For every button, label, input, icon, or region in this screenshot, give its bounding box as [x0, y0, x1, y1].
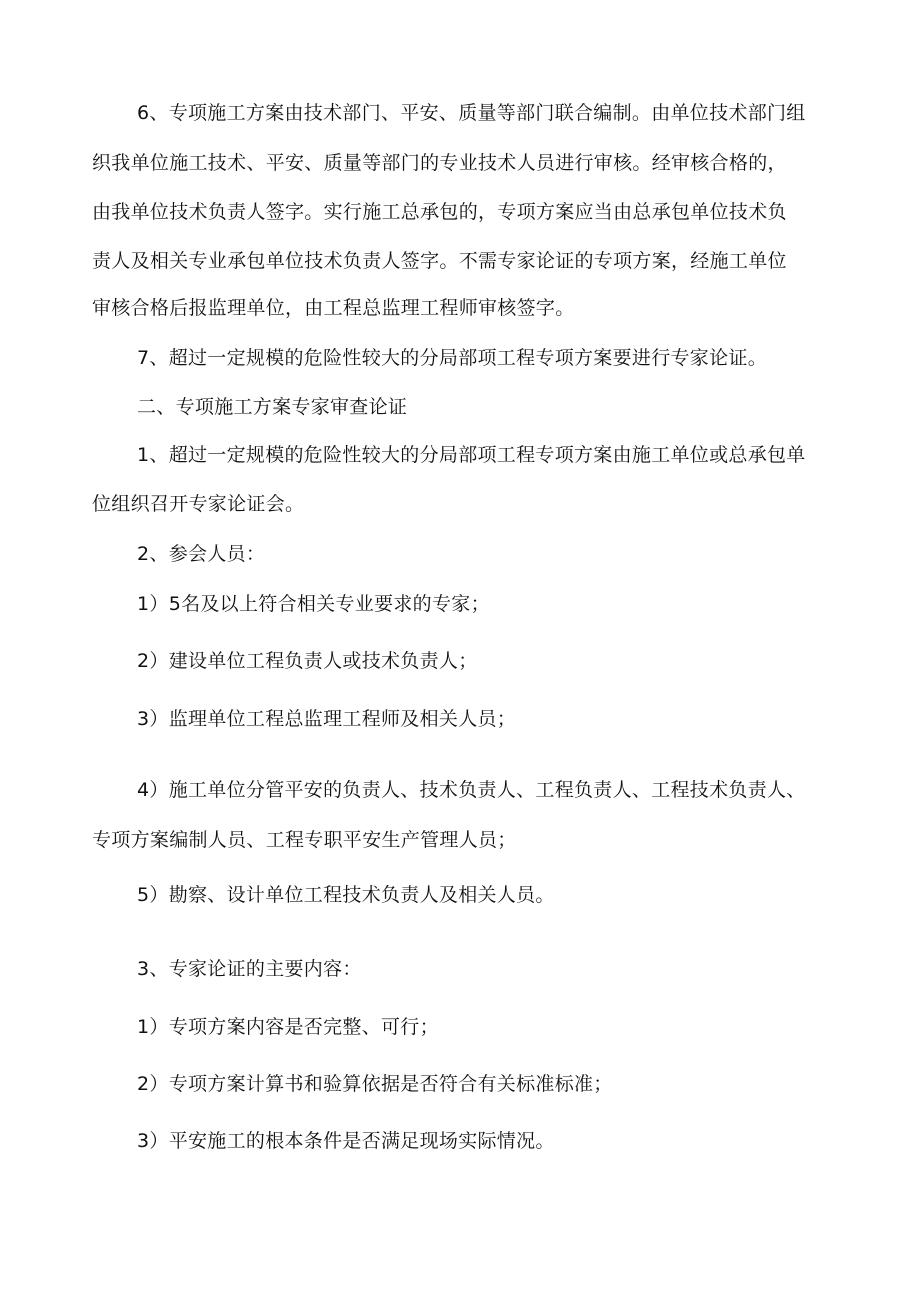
paragraph-6-line-3: 由我单位技术负责人签字。实行施工总承包的，专项方案应当由总承包单位技术负 — [92, 201, 787, 223]
content-1: 1）专项方案内容是否完整、可行； — [137, 1016, 439, 1038]
paragraph-6-line-5: 审核合格后报监理单位，由工程总监理工程师审核签字。 — [92, 297, 575, 319]
paragraph-6-line-4: 责人及相关专业承包单位技术负责人签字。不需专家论证的专项方案，经施工单位 — [92, 250, 787, 272]
item-1-line-2: 位组织召开专家论证会。 — [92, 493, 305, 515]
attendee-4-line-2: 专项方案编制人员、工程专职平安生产管理人员； — [92, 829, 517, 851]
item-1-line-1: 1、超过一定规模的危险性较大的分局部项工程专项方案由施工单位或总承包单 — [137, 444, 806, 466]
item-3-heading: 3、专家论证的主要内容： — [137, 958, 362, 980]
attendee-5: 5）勘察、设计单位工程技术负责人及相关人员。 — [137, 884, 555, 906]
attendee-1: 1）5名及以上符合相关专业要求的专家； — [137, 593, 490, 615]
attendee-2: 2）建设单位工程负责人或技术负责人； — [137, 650, 478, 672]
attendee-3: 3）监理单位工程总监理工程师及相关人员； — [137, 708, 517, 730]
paragraph-6-line-2: 织我单位施工技术、平安、质量等部门的专业技术人员进行审核。经审核合格的， — [92, 152, 787, 174]
content-3: 3）平安施工的根本条件是否满足现场实际情况。 — [137, 1130, 555, 1152]
item-2-heading: 2、参会人员： — [137, 543, 266, 565]
section-heading-2: 二、专项施工方案专家审查论证 — [137, 396, 408, 418]
paragraph-6-line-1: 6、专项施工方案由技术部门、平安、质量等部门联合编制。由单位技术部门组 — [137, 102, 806, 124]
content-2: 2）专项方案计算书和验算依据是否符合有关标准标准； — [137, 1073, 613, 1095]
paragraph-7: 7、超过一定规模的危险性较大的分局部项工程专项方案要进行专家论证。 — [137, 347, 767, 369]
attendee-4-line-1: 4）施工单位分管平安的负责人、技术负责人、工程负责人、工程技术负责人、 — [137, 779, 806, 801]
